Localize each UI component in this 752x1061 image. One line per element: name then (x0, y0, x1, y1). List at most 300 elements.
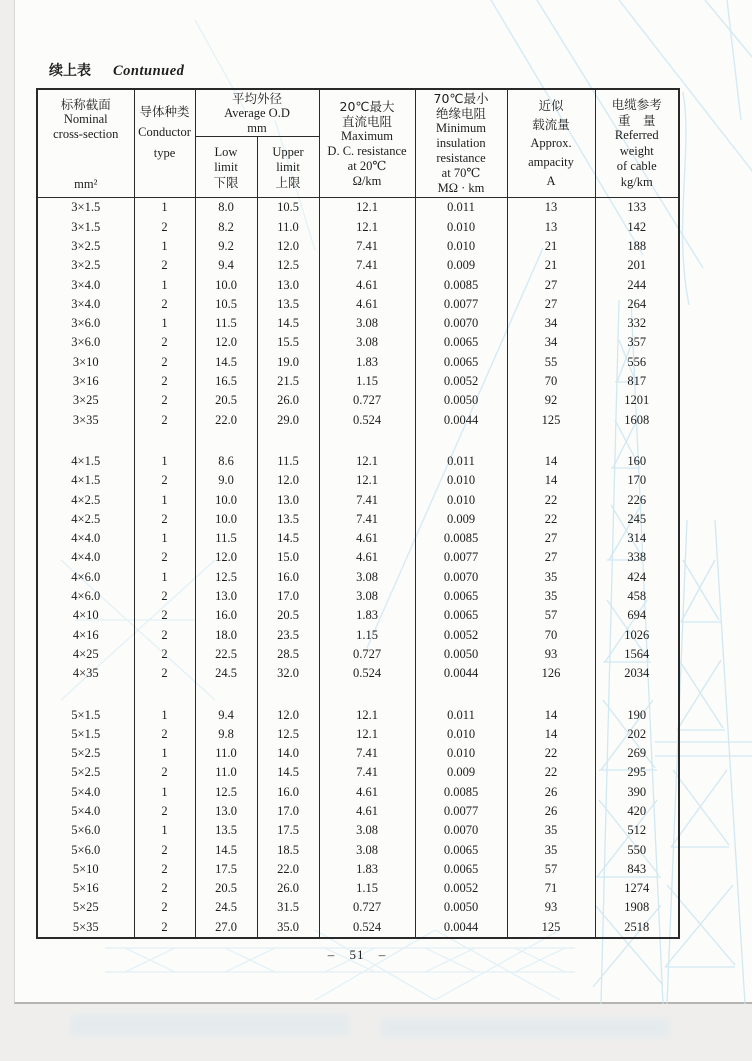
table-cell: 34 (507, 314, 595, 333)
table-cell: 11.0 (257, 217, 319, 236)
table-cell: 10.0 (195, 490, 257, 509)
table-cell: 29.0 (257, 410, 319, 429)
table-cell: 126 (507, 664, 595, 683)
table-cell: 160 (595, 452, 679, 471)
table-cell: 35.0 (257, 917, 319, 937)
table-cell: 14 (507, 452, 595, 471)
table-cell: 0.0044 (415, 917, 507, 937)
table-row (37, 217, 679, 236)
table-row (37, 763, 679, 782)
table-cell: 12.0 (257, 237, 319, 256)
table-cell: 4×2.5 (37, 490, 134, 509)
table-cell: 5×4.0 (37, 782, 134, 801)
table-cell: 3×2.5 (37, 237, 134, 256)
table-row (37, 391, 679, 410)
table-cell: 93 (507, 645, 595, 664)
table-cell: 13 (507, 198, 595, 218)
table-cell: 843 (595, 860, 679, 879)
group-spacer-row (37, 430, 679, 452)
table-cell: 3×25 (37, 391, 134, 410)
table-cell: 201 (595, 256, 679, 275)
table-cell: 27 (507, 275, 595, 294)
table-cell: 13.0 (257, 490, 319, 509)
table-cell: 21 (507, 256, 595, 275)
table-cell: 1 (134, 705, 195, 724)
table-cell: 0.524 (319, 410, 415, 429)
table-cell: 0.727 (319, 645, 415, 664)
col-header-insulation-resistance: 70℃最小 绝缘电阻 Minimum insulation resistance at 70℃ MΩ · km (415, 89, 507, 198)
table-cell: 34 (507, 333, 595, 352)
table-cell: 4.61 (319, 548, 415, 567)
table-row (37, 372, 679, 391)
table-cell: 2 (134, 724, 195, 743)
table-row (37, 606, 679, 625)
table-cell: 3×6.0 (37, 314, 134, 333)
table-cell: 4×4.0 (37, 548, 134, 567)
table-cell: 0.0044 (415, 410, 507, 429)
table-cell: 20.5 (195, 879, 257, 898)
table-cell: 70 (507, 625, 595, 644)
table-row (37, 237, 679, 256)
table-cell: 1.83 (319, 352, 415, 371)
table-cell: 4×35 (37, 664, 134, 683)
table-cell: 2 (134, 352, 195, 371)
col-header-low-limit: Low limit 下限 (195, 137, 257, 198)
table-cell: 1 (134, 452, 195, 471)
table-cell: 2 (134, 333, 195, 352)
table-cell: 55 (507, 352, 595, 371)
table-cell: 11.0 (195, 744, 257, 763)
table-cell: 10.5 (195, 294, 257, 313)
table-cell: 14.0 (257, 744, 319, 763)
table-row (37, 744, 679, 763)
caption-english: Contunued (113, 63, 185, 79)
table-cell: 3.08 (319, 587, 415, 606)
table-cell: 0.009 (415, 509, 507, 528)
table-cell: 0.0085 (415, 529, 507, 548)
table-cell: 13.0 (195, 587, 257, 606)
table-cell: 12.1 (319, 217, 415, 236)
table-cell: 0.0052 (415, 879, 507, 898)
table-cell: 5×6.0 (37, 840, 134, 859)
table-cell: 26.0 (257, 879, 319, 898)
table-cell: 71 (507, 879, 595, 898)
table-cell: 0.010 (415, 744, 507, 763)
table-cell: 35 (507, 840, 595, 859)
table-cell: 0.0065 (415, 333, 507, 352)
table-header (37, 89, 679, 198)
table-cell: 10.0 (195, 275, 257, 294)
table-cell: 12.1 (319, 724, 415, 743)
table-cell: 12.0 (195, 548, 257, 567)
table-cell: 7.41 (319, 509, 415, 528)
table-row (37, 802, 679, 821)
table-cell: 11.5 (195, 529, 257, 548)
table-cell: 1.15 (319, 372, 415, 391)
table-cell: 1.15 (319, 879, 415, 898)
table-cell: 1564 (595, 645, 679, 664)
table-cell: 14 (507, 724, 595, 743)
table-cell: 4×1.5 (37, 452, 134, 471)
table-cell: 14.5 (195, 352, 257, 371)
table-cell: 27 (507, 294, 595, 313)
table-cell: 12.0 (257, 471, 319, 490)
table-row (37, 548, 679, 567)
table-cell: 1 (134, 314, 195, 333)
table-cell: 550 (595, 840, 679, 859)
table-cell: 14.5 (257, 763, 319, 782)
table-cell: 3.08 (319, 840, 415, 859)
table-cell: 1 (134, 198, 195, 218)
table-cell: 3×35 (37, 410, 134, 429)
table-cell: 0.011 (415, 705, 507, 724)
table-row (37, 705, 679, 724)
table-cell: 0.0065 (415, 352, 507, 371)
table-cell: 7.41 (319, 256, 415, 275)
table-cell: 5×10 (37, 860, 134, 879)
table-row (37, 587, 679, 606)
table-cell: 264 (595, 294, 679, 313)
table-cell: 0.0050 (415, 391, 507, 410)
table-row (37, 352, 679, 371)
table-cell: 7.41 (319, 744, 415, 763)
table-cell: 4×16 (37, 625, 134, 644)
table-cell: 0.009 (415, 763, 507, 782)
table-cell: 12.0 (257, 705, 319, 724)
table-cell: 817 (595, 372, 679, 391)
table-cell: 245 (595, 509, 679, 528)
table-cell: 5×2.5 (37, 744, 134, 763)
col-header-ampacity: 近似 载流量 Approx. ampacity A (507, 89, 595, 198)
table-cell: 22.0 (257, 860, 319, 879)
table-cell: 24.5 (195, 898, 257, 917)
table-cell: 1274 (595, 879, 679, 898)
table-cell: 2 (134, 256, 195, 275)
table-cell: 18.0 (195, 625, 257, 644)
table-cell: 125 (507, 917, 595, 937)
table-cell: 12.5 (195, 567, 257, 586)
table-cell: 0.0050 (415, 645, 507, 664)
table-cell: 14 (507, 471, 595, 490)
table-cell: 1 (134, 237, 195, 256)
table-cell: 1608 (595, 410, 679, 429)
table-cell: 13.5 (195, 821, 257, 840)
table-cell: 4×6.0 (37, 567, 134, 586)
table-cell: 4×4.0 (37, 529, 134, 548)
col-header-conductor-type: 导体种类 Conductor type (134, 89, 195, 198)
table-cell: 10.5 (257, 198, 319, 218)
table-cell: 0.0050 (415, 898, 507, 917)
table-row (37, 509, 679, 528)
table-cell: 3.08 (319, 314, 415, 333)
table-cell: 16.0 (195, 606, 257, 625)
table-cell: 338 (595, 548, 679, 567)
table-cell: 3.08 (319, 821, 415, 840)
table-cell: 0.010 (415, 471, 507, 490)
table-cell: 26 (507, 802, 595, 821)
table-cell: 1 (134, 275, 195, 294)
table-cell: 2 (134, 548, 195, 567)
table-cell: 0.524 (319, 664, 415, 683)
table-cell: 8.0 (195, 198, 257, 218)
table-cell: 2 (134, 471, 195, 490)
table-cell: 1.83 (319, 606, 415, 625)
table-cell: 35 (507, 587, 595, 606)
table-cell: 1 (134, 490, 195, 509)
table-cell: 4.61 (319, 275, 415, 294)
table-cell: 4.61 (319, 294, 415, 313)
table-cell: 424 (595, 567, 679, 586)
table-cell: 190 (595, 705, 679, 724)
table-cell: 19.0 (257, 352, 319, 371)
table-cell: 3×16 (37, 372, 134, 391)
table-cell: 0.524 (319, 917, 415, 937)
table-cell: 5×35 (37, 917, 134, 937)
table-cell: 8.2 (195, 217, 257, 236)
group-spacer-row (37, 683, 679, 705)
table-cell: 57 (507, 606, 595, 625)
table-row (37, 567, 679, 586)
table-cell: 17.5 (195, 860, 257, 879)
table-cell: 0.0070 (415, 314, 507, 333)
table-row (37, 724, 679, 743)
table-row (37, 840, 679, 859)
table-cell: 1 (134, 782, 195, 801)
table-cell: 22.5 (195, 645, 257, 664)
table-cell: 295 (595, 763, 679, 782)
table-row (37, 898, 679, 917)
table-cell: 27 (507, 548, 595, 567)
table-cell: 92 (507, 391, 595, 410)
table-cell: 4×10 (37, 606, 134, 625)
scanned-page (14, 0, 752, 1004)
table-cell: 15.5 (257, 333, 319, 352)
table-cell: 12.1 (319, 452, 415, 471)
table-cell: 17.5 (257, 821, 319, 840)
table-cell: 170 (595, 471, 679, 490)
table-cell: 0.0052 (415, 625, 507, 644)
table-cell: 7.41 (319, 763, 415, 782)
table-cell: 0.0052 (415, 372, 507, 391)
table-row (37, 256, 679, 275)
table-cell: 0.0085 (415, 275, 507, 294)
table-cell: 1 (134, 567, 195, 586)
col-header-weight: 电缆参考 重 量 Referred weight of cable kg/km (595, 89, 679, 198)
table-cell: 23.5 (257, 625, 319, 644)
table-cell: 21 (507, 237, 595, 256)
table-cell: 4×2.5 (37, 509, 134, 528)
table-cell: 9.4 (195, 705, 257, 724)
table-row (37, 275, 679, 294)
table-cell: 556 (595, 352, 679, 371)
table-cell: 17.0 (257, 587, 319, 606)
table-cell: 0.010 (415, 237, 507, 256)
table-cell: 2 (134, 372, 195, 391)
table-row (37, 410, 679, 429)
table-row (37, 294, 679, 313)
table-cell: 0.0044 (415, 664, 507, 683)
table-cell: 2 (134, 294, 195, 313)
table-cell: 28.5 (257, 645, 319, 664)
table-body (37, 198, 679, 938)
table-cell: 2 (134, 860, 195, 879)
table-cell: 16.0 (257, 567, 319, 586)
table-cell: 9.2 (195, 237, 257, 256)
table-cell: 1 (134, 821, 195, 840)
table-cell: 1 (134, 744, 195, 763)
table-cell: 9.0 (195, 471, 257, 490)
table-cell: 0.010 (415, 724, 507, 743)
table-cell: 0.011 (415, 198, 507, 218)
table-cell: 9.4 (195, 256, 257, 275)
col-header-dc-resistance: 20℃最大 直流电阻 Maximum D. C. resistance at 20℃ Ω/km (319, 89, 415, 198)
table-cell: 269 (595, 744, 679, 763)
table-cell: 12.1 (319, 471, 415, 490)
table-cell: 20.5 (257, 606, 319, 625)
table-cell: 1.83 (319, 860, 415, 879)
table-cell: 11.0 (195, 763, 257, 782)
table-cell: 20.5 (195, 391, 257, 410)
table-cell: 226 (595, 490, 679, 509)
table-cell: 1026 (595, 625, 679, 644)
table-cell: 12.1 (319, 705, 415, 724)
table-cell: 14 (507, 705, 595, 724)
col-header-upper-limit: Upper limit 上限 (257, 137, 319, 198)
table-row (37, 879, 679, 898)
table-cell: 2 (134, 664, 195, 683)
table-cell: 13.5 (257, 509, 319, 528)
table-cell: 12.0 (195, 333, 257, 352)
table-cell: 1 (134, 529, 195, 548)
table-cell: 57 (507, 860, 595, 879)
table-cell: 4.61 (319, 529, 415, 548)
table-cell: 5×1.5 (37, 724, 134, 743)
table-cell: 458 (595, 587, 679, 606)
table-cell: 5×2.5 (37, 763, 134, 782)
cable-spec-table (36, 88, 680, 939)
table-cell: 22 (507, 509, 595, 528)
table-cell: 390 (595, 782, 679, 801)
table-cell: 11.5 (257, 452, 319, 471)
table-cell: 0.011 (415, 452, 507, 471)
table-cell: 142 (595, 217, 679, 236)
table-cell: 0.0070 (415, 567, 507, 586)
table-cell: 2 (134, 898, 195, 917)
table-cell: 13.0 (257, 275, 319, 294)
table-cell: 0.727 (319, 391, 415, 410)
table-cell: 16.5 (195, 372, 257, 391)
table-cell: 27 (507, 529, 595, 548)
table-cell: 16.0 (257, 782, 319, 801)
table-cell: 5×16 (37, 879, 134, 898)
table-cell: 3×1.5 (37, 198, 134, 218)
table-cell: 22 (507, 763, 595, 782)
table-cell: 0.0077 (415, 294, 507, 313)
table-row (37, 471, 679, 490)
scan-bleed-mark (380, 1018, 670, 1038)
table-cell: 2518 (595, 917, 679, 937)
table-cell: 314 (595, 529, 679, 548)
table-row (37, 917, 679, 937)
table-cell: 4.61 (319, 802, 415, 821)
table-cell: 15.0 (257, 548, 319, 567)
table-row (37, 782, 679, 801)
table-cell: 512 (595, 821, 679, 840)
table-cell: 2 (134, 917, 195, 937)
table-cell: 5×6.0 (37, 821, 134, 840)
table-cell: 0.0065 (415, 606, 507, 625)
table-cell: 2 (134, 879, 195, 898)
table-cell: 0.727 (319, 898, 415, 917)
table-cell: 420 (595, 802, 679, 821)
table-cell: 14.5 (257, 529, 319, 548)
table-cell: 202 (595, 724, 679, 743)
table-cell: 3×6.0 (37, 333, 134, 352)
page-number: – 51 – (327, 947, 387, 962)
table-cell: 332 (595, 314, 679, 333)
table-cell: 0.0070 (415, 821, 507, 840)
table-row (37, 314, 679, 333)
table-cell: 18.5 (257, 840, 319, 859)
table-row (37, 452, 679, 471)
table-cell: 13.5 (257, 294, 319, 313)
table-cell: 2 (134, 606, 195, 625)
table-cell: 7.41 (319, 490, 415, 509)
table-cell: 5×1.5 (37, 705, 134, 724)
table-cell: 1201 (595, 391, 679, 410)
table-cell: 0.0085 (415, 782, 507, 801)
table-cell: 26 (507, 782, 595, 801)
table-caption (49, 60, 184, 80)
table-cell: 4×25 (37, 645, 134, 664)
table-cell: 0.010 (415, 490, 507, 509)
table-cell: 22 (507, 490, 595, 509)
table-cell: 0.0077 (415, 802, 507, 821)
table-cell: 0.009 (415, 256, 507, 275)
table-row (37, 529, 679, 548)
scan-bleed-mark (70, 1014, 350, 1036)
table-cell: 35 (507, 567, 595, 586)
caption-chinese: 续上表 (49, 63, 91, 79)
table-cell: 0.0065 (415, 840, 507, 859)
table-cell: 357 (595, 333, 679, 352)
table-cell: 4.61 (319, 782, 415, 801)
table-cell: 14.5 (257, 314, 319, 333)
table-cell: 10.0 (195, 509, 257, 528)
table-row (37, 645, 679, 664)
table-cell: 4×1.5 (37, 471, 134, 490)
table-cell: 0.010 (415, 217, 507, 236)
table-cell: 2 (134, 763, 195, 782)
table-cell: 188 (595, 237, 679, 256)
table-cell: 22 (507, 744, 595, 763)
table-row (37, 821, 679, 840)
table-cell: 26.0 (257, 391, 319, 410)
table-cell: 3×1.5 (37, 217, 134, 236)
table-cell: 27.0 (195, 917, 257, 937)
table-cell: 1.15 (319, 625, 415, 644)
table-cell: 32.0 (257, 664, 319, 683)
table-row (37, 490, 679, 509)
table-cell: 5×4.0 (37, 802, 134, 821)
table-cell: 17.0 (257, 802, 319, 821)
table-cell: 0.0065 (415, 860, 507, 879)
table-row (37, 664, 679, 683)
table-cell: 12.5 (195, 782, 257, 801)
table-cell: 13 (507, 217, 595, 236)
table-cell: 3×10 (37, 352, 134, 371)
table-cell: 3×2.5 (37, 256, 134, 275)
